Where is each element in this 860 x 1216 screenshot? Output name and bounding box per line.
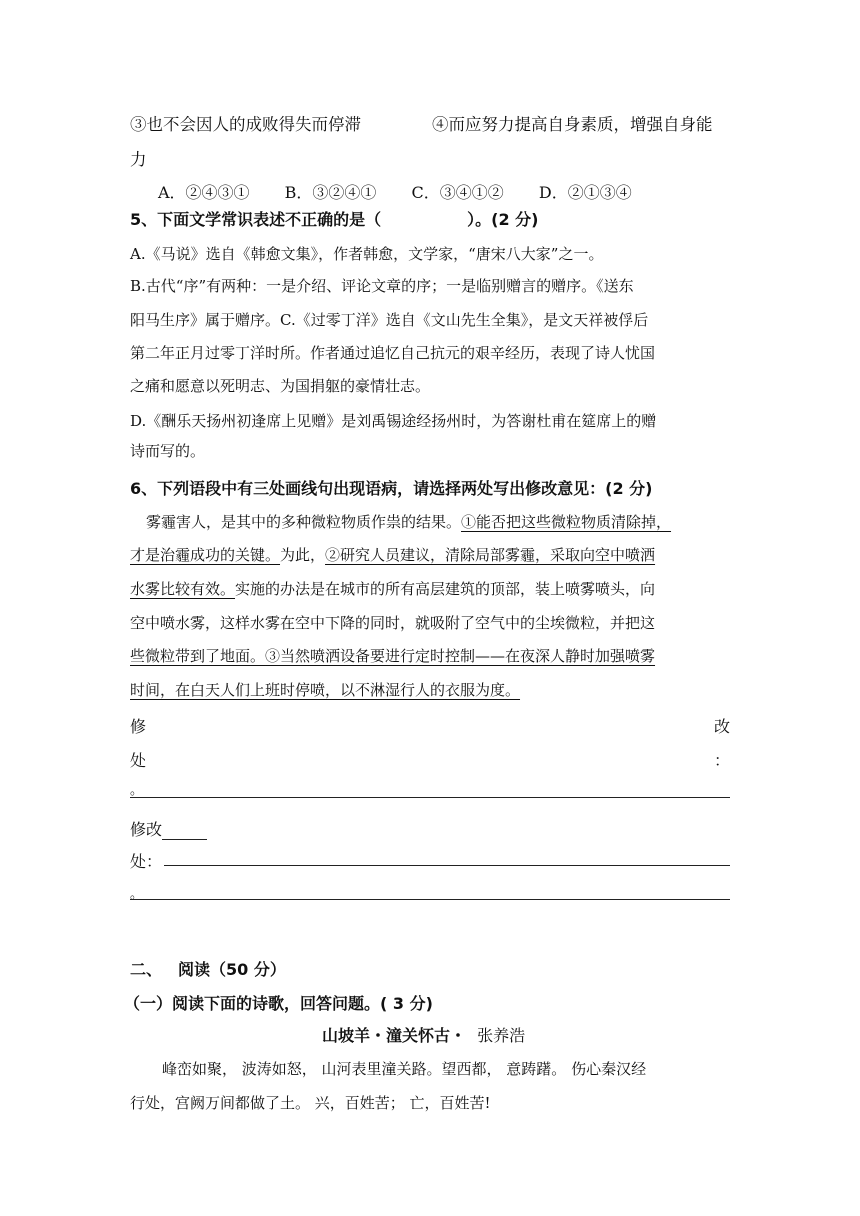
q6-stem: 6、下列语段中有三处画线句出现语病，请选择两处写出修改意见：(2 分) <box>130 479 653 498</box>
answer1-end: 。 <box>130 783 144 798</box>
answer2-line-a[interactable] <box>164 865 730 866</box>
q5-stem <box>130 207 730 230</box>
answer2-chu-label: 处： <box>130 852 163 871</box>
q4-option-d: D．②①③④ <box>538 183 632 202</box>
q5-option-b-line2: 阳马生序》属于赠序。C.《过零丁洋》选自《文山先生全集》，是文天祥被俘后 <box>130 311 649 329</box>
q4-item3: ③也不会因人的成败得失而停滞 <box>130 115 361 134</box>
q4-line1 <box>130 111 730 135</box>
answer1-colon: ： <box>713 751 730 770</box>
q6-underlined-1b: 才是治霾成功的关键。 <box>130 546 281 564</box>
answer2-end: 。 <box>130 887 144 902</box>
q6-para-line4: 空中喷水雾，这样水雾在空中下降的同时，就吸附了空气中的尘埃微粒，并把这 <box>130 614 656 632</box>
section2-title: 阅读（50 分） <box>178 960 286 979</box>
q6-underlined-3: ③当然喷洒设备要进行定时控制——在夜深人静时加强喷雾 <box>265 647 656 665</box>
q6-underlined-1: ①能否把这些微粒物质清除掉， <box>461 513 672 531</box>
answer2-row2 <box>130 849 730 872</box>
q6-para-line2 <box>130 544 730 565</box>
poem-line1: 峰峦如聚， 波涛如怒， 山河表里潼关路。望西都， 意踌躇。 伤心秦汉经 <box>162 1060 647 1078</box>
q5-stem-text: 5、下面文学常识表述不正确的是（ <box>130 210 382 229</box>
q6-text: 为此， <box>280 546 326 564</box>
q5-option-a: A.《马说》选自《韩愈文集》，作者韩愈，文学家，“唐宋八大家”之一。 <box>130 245 604 263</box>
answer1-label-xiu: 修 <box>130 717 147 736</box>
q5-option-b-line1: B.古代“序”有两种：一是介绍、评论文章的序；一是临别赠言的赠序。《送东 <box>130 277 634 295</box>
section2-number: 二、 <box>130 960 163 979</box>
q6-para-line5 <box>130 645 730 666</box>
q4-line2: 力 <box>130 150 147 169</box>
answer1-row2 <box>130 748 730 771</box>
answer1-label-gai: 改 <box>713 717 730 736</box>
answer2-short-blank[interactable] <box>162 825 207 840</box>
q5-stem-score: ）。(2 分) <box>467 210 539 229</box>
answer1-label-chu: 处 <box>130 751 147 770</box>
q6-underlined-3b: 时间，在白天人们上班时停喷，以不淋湿行人的衣服为度。 <box>130 681 521 699</box>
section2-heading <box>130 957 730 980</box>
q6-para-line6 <box>130 679 730 700</box>
q6-underlined-2c: 些微粒带到了地面。 <box>130 647 266 665</box>
q4-option-c: C．③④①② <box>411 183 504 202</box>
q6-para-line3 <box>130 578 730 599</box>
q6-underlined-2b: 水雾比较有效。 <box>130 580 236 598</box>
answer1-line[interactable] <box>130 797 730 798</box>
section2-sub: （一）阅读下面的诗歌，回答问题。( 3 分) <box>124 994 433 1013</box>
poem-title: 山坡羊・潼关怀古・ <box>322 1026 467 1045</box>
q4-options <box>158 180 758 203</box>
poem-line2: 行处，宫阙万间都做了土。 兴，百姓苦； 亡，百姓苦! <box>130 1094 491 1112</box>
answer2-row1 <box>130 817 730 840</box>
q4-option-a: A．②④③① <box>158 183 250 202</box>
q6-text: 雾霾害人，是其中的多种微粒物质作祟的结果。 <box>146 513 462 531</box>
q6-underlined-2: ②研究人员建议，清除局部雾霾，采取向空中喷洒 <box>325 546 656 564</box>
q5-option-d-line1: D.《酬乐天扬州初逢席上见赠》是刘禹锡途经扬州时，为答谢杜甫在筵席上的赠 <box>130 412 657 430</box>
answer1-row1 <box>130 714 730 737</box>
q5-option-d-line2: 诗而写的。 <box>130 442 206 460</box>
poem-author: 张养浩 <box>477 1026 526 1045</box>
answer2-line-b[interactable] <box>130 899 730 900</box>
poem-title-row <box>322 1023 622 1046</box>
q4-item4: ④而应努力提高自身素质，增强自身能 <box>432 115 713 134</box>
answer2-label: 修改 <box>130 820 163 839</box>
q5-option-b-line4: 之痛和愿意以死明志、为国捐躯的豪情壮志。 <box>130 377 431 395</box>
q6-text: 实施的办法是在城市的所有高层建筑的顶部，装上喷雾喷头，向 <box>235 580 656 598</box>
q5-option-b-line3: 第二年正月过零丁洋时所。作者通过追忆自己抗元的艰辛经历，表现了诗人忧国 <box>130 344 656 362</box>
q6-para-line1 <box>146 511 730 532</box>
q4-option-b: B．③②④① <box>284 183 377 202</box>
